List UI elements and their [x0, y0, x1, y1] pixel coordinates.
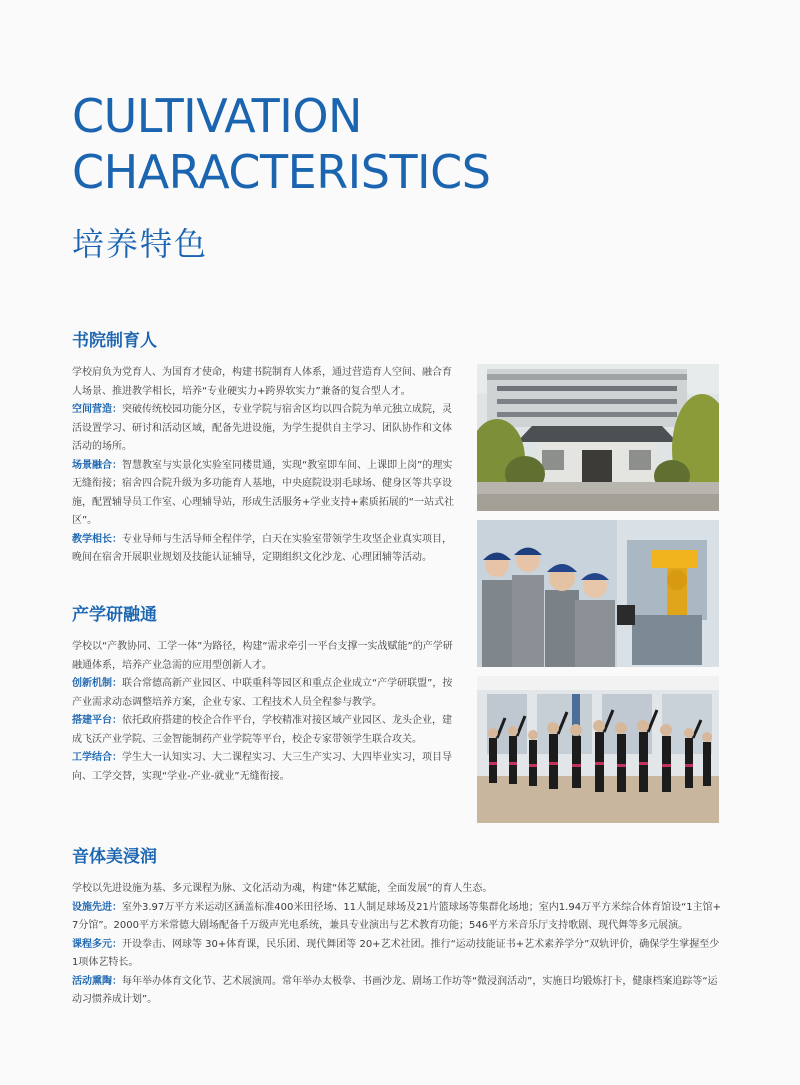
item-label: 活动熏陶：: [72, 975, 122, 987]
intro-text: 学校肩负为党育人、为国育才使命，构建书院制育人体系，通过营造育人空间、融合育人场景、推进教学相长，培养“专业硬实力+跨界软实力”兼备的复合型人才。: [72, 367, 452, 397]
section-body: [72, 880, 722, 1010]
page-title-chinese: 培养特色: [72, 225, 209, 263]
item-text: 依托政府搭建的校企合作平台，学校精准对接区域产业园区、龙头企业，建成飞沃产业学院、三金智能制药产业学院等平台，校企专家带领学生联合攻关。: [72, 715, 452, 745]
item-text: 每年举办体育文化节、艺术展演周。常年举办太极拳、书画沙龙、剧场工作坊等“微浸润活动”，实施日均锻炼打卡，健康档案追踪等“运动习惯养成计划”。: [72, 975, 718, 1005]
section-arts-sports: [72, 846, 722, 1010]
intro-text: 学校以先进设施为基、多元课程为脉、文化活动为魂，构建“体艺赋能，全面发展”的育人生态。: [72, 883, 493, 894]
dance-studio-photo: [477, 676, 719, 823]
item-label: 场景融合：: [72, 459, 122, 471]
lab-students-photo: [477, 520, 719, 667]
item-text: 突破传统校园功能分区，专业学院与宿舍区均以四合院为单元独立成院，灵活设置学习、研讨和活动区域，配备先进设施，为学生提供自主学习、团队协作和文体活动的场所。: [72, 404, 452, 452]
hero-heading: [72, 88, 490, 200]
item-text: 智慧教室与实景化实验室同楼贯通，实现“教室即车间、上课即上岗”的理实无缝衔接；宿舍四合院升级为多功能育人基地，中央庭院设羽毛球场、健身区等共享设施，配置辅导员工作室、心理辅导站，形成生活服务+学业支持+素质拓展的“一站式社区”。: [72, 459, 454, 526]
item-text: 专业导师与生活导师全程伴学，白天在实验室带领学生攻坚企业真实项目，晚间在宿舍开展职业规划及技能认证辅导，定期组织文化沙龙、心理团辅等活动。: [72, 533, 452, 563]
item-label: 工学结合：: [72, 752, 122, 763]
item-label: 设施先进：: [72, 901, 122, 913]
intro-text: 学校以“产教协同、工学一体”为路径，构建“需求牵引一平台支撑一实战赋能”的产学研融通体系，培养产业急需的应用型创新人才。: [72, 641, 453, 671]
item-label: 空间营造：: [72, 404, 122, 415]
section-title: 音体美浸润: [72, 847, 157, 867]
item-label: 创新机制：: [72, 678, 122, 689]
section-body: [72, 638, 454, 786]
campus-building-photo: [477, 364, 719, 511]
item-label: 课程多元：: [72, 938, 122, 950]
section-title: 产学研融通: [72, 605, 157, 625]
item-text: 开设拳击、网球等 30+体育课，民乐团、现代舞团等 20+艺术社团。推行“运动技能证书+艺术素养学分”双轨评价，确保学生掌握至少1项体艺特长。: [72, 938, 720, 968]
hero-title-line-2: CHARACTERISTICS: [72, 145, 491, 199]
item-text: 室外3.97万平方米运动区涵盖标准400米田径场、11人制足球场及21片篮球场等集群化场地；室内1.94万平方米综合体育馆设“1主馆+7分馆”。2000平方米常德大剧场配备千万级声光电系统，兼具专业演出与艺术教育功能；546平方米音乐厅支持歌剧、现代舞等多元展演。: [72, 901, 721, 931]
section-title: 书院制育人: [72, 331, 157, 351]
item-text: 学生大一认知实习、大二课程实习、大三生产实习、大四毕业实习，项目导向、工学交替，实现“学业-产业-就业”无缝衔接。: [72, 752, 452, 782]
item-label: 搭建平台：: [72, 715, 122, 726]
hero-title-line-1: CULTIVATION: [72, 89, 362, 143]
item-text: 联合常德高新产业园区、中联重科等园区和重点企业成立“产学研联盟”，按产业需求动态调整培养方案，企业专家、工程技术人员全程参与教学。: [72, 678, 453, 708]
section-industry: [72, 604, 454, 786]
item-label: 教学相长：: [72, 533, 122, 545]
section-body: [72, 364, 454, 568]
section-academy: [72, 330, 454, 568]
